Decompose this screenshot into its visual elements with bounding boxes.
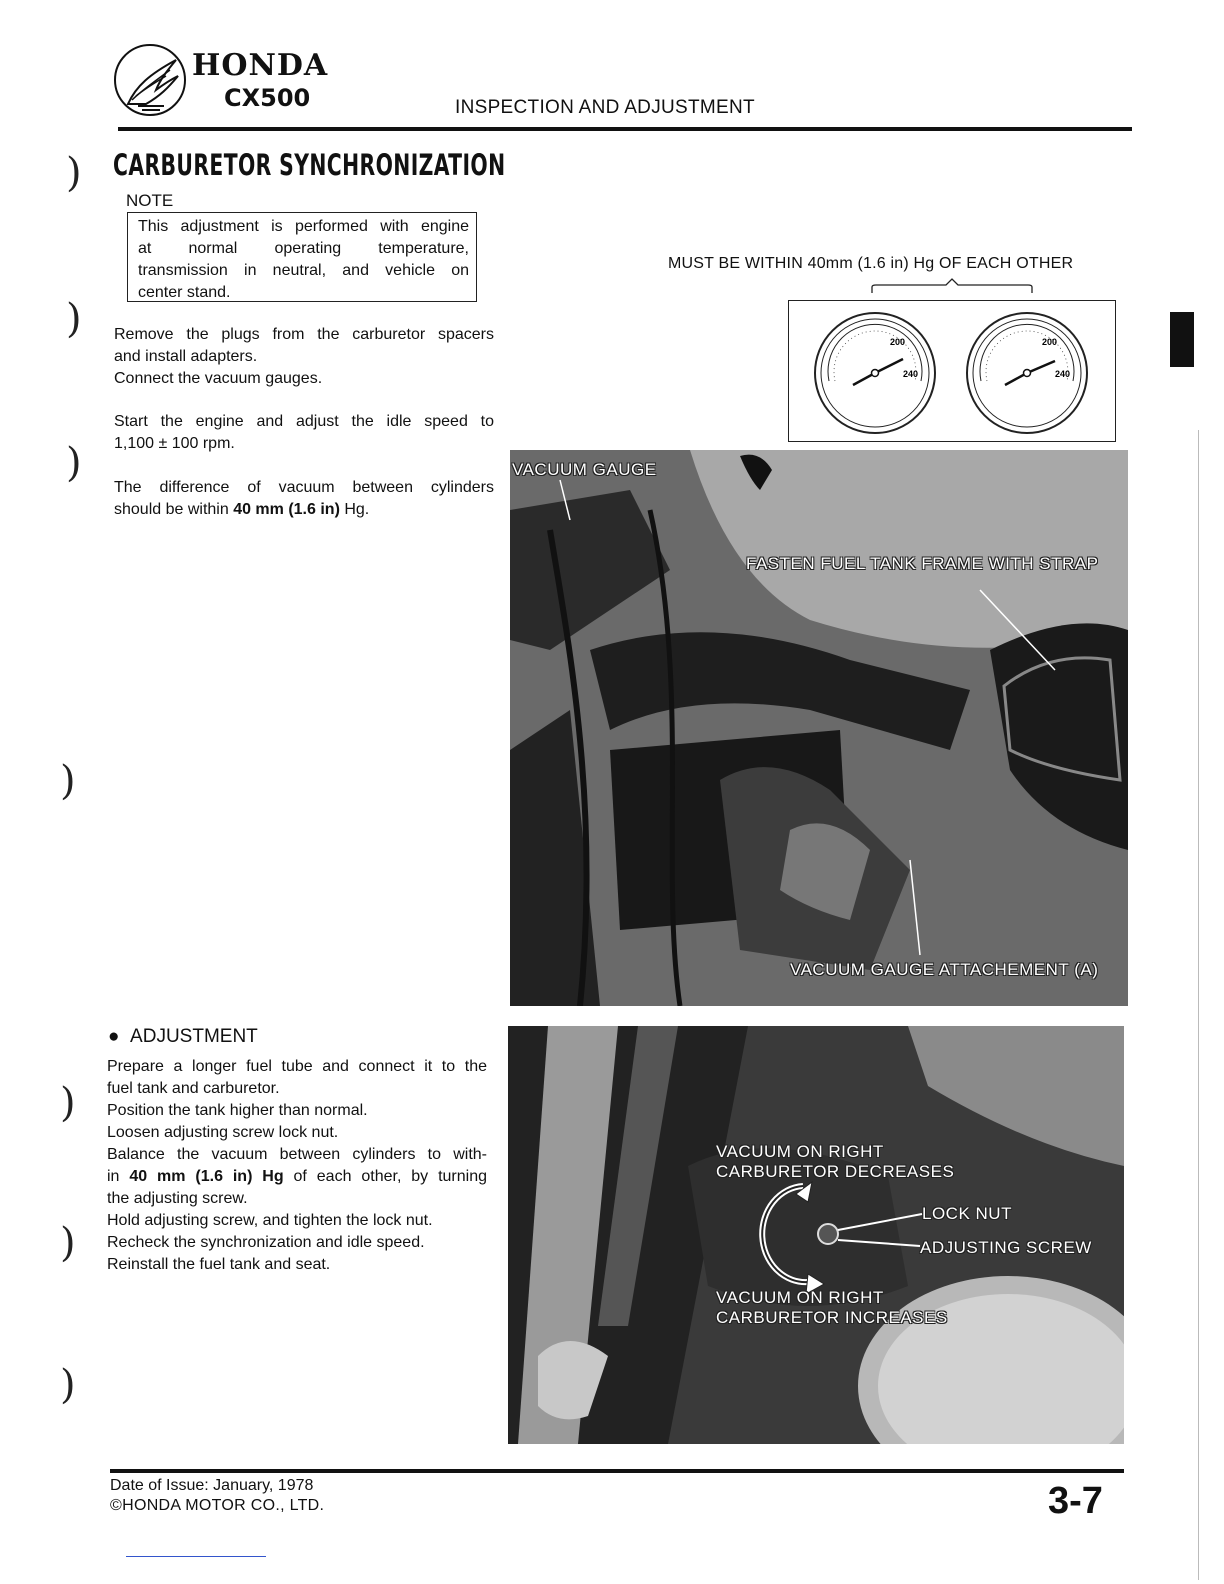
binding-mark: ) [60, 1220, 76, 1266]
text-line: Loosen adjusting screw lock nut. [107, 1124, 339, 1141]
callout-gauge-attachment: VACUUM GAUGE ATTACHEMENT (A) [790, 960, 1099, 979]
text-line: The difference of vacuum between cylinders [114, 479, 494, 496]
binding-mark: ) [60, 1080, 76, 1126]
callout-vacuum-decreases [716, 1142, 954, 1182]
adjustment-body [107, 1056, 487, 1276]
text-run: Hg. [339, 501, 370, 518]
text-line: Prepare a longer fuel tube and connect it to the [107, 1058, 487, 1075]
issue-date: Date of Issue: January, 1978 [110, 1477, 314, 1494]
dial-label: 240 [1055, 369, 1071, 379]
text-run: in [107, 1168, 130, 1185]
step-paragraph-1 [114, 324, 494, 390]
callout-line: CARBURETOR INCREASES [716, 1308, 948, 1327]
text-line [107, 1166, 487, 1188]
callout-fasten-strap: FASTEN FUEL TANK FRAME WITH STRAP [746, 554, 1099, 573]
text-line: Recheck the synchronization and idle speed. [107, 1234, 425, 1251]
dial-label: 200 [1042, 337, 1058, 347]
text-line: Balance the vacuum between cylinders to with- [107, 1146, 487, 1163]
note-line: at normal operating temperature, [138, 240, 469, 257]
binding-mark: ) [60, 1362, 76, 1408]
note-line: center stand. [138, 284, 231, 301]
adjustment-heading: ● ADJUSTMENT [108, 1026, 258, 1047]
callout-vacuum-gauge: VACUUM GAUGE [512, 460, 657, 479]
section-tab-mark [1170, 312, 1194, 367]
callout-lock-nut: LOCK NUT [922, 1204, 1012, 1223]
binding-mark: ) [60, 758, 76, 804]
callout-line: CARBURETOR DECREASES [716, 1162, 955, 1181]
header-rule [118, 127, 1132, 131]
bottom-link-underline[interactable] [126, 1556, 266, 1557]
step-paragraph-3 [114, 477, 494, 521]
honda-wing-logo [114, 44, 186, 116]
binding-mark: ) [66, 296, 82, 342]
dial-label: 240 [903, 369, 919, 379]
page-edge-line [1198, 430, 1199, 1580]
note-line: This adjustment is performed with engine [138, 218, 469, 235]
callout-line: VACUUM ON RIGHT [716, 1288, 884, 1307]
text-line: Start the engine and adjust the idle speed to [114, 413, 494, 430]
note-line: transmission in neutral, and vehicle on [138, 262, 469, 279]
text-line [114, 499, 494, 521]
page-number: 3-7 [1048, 1480, 1103, 1522]
page-heading: CARBURETOR SYNCHRONIZATION [113, 148, 506, 182]
dial-label: 200 [890, 337, 906, 347]
model-name: CX500 [224, 84, 311, 112]
note-box [127, 212, 477, 302]
text-line: the adjusting screw. [107, 1190, 248, 1207]
carburetor-photo-bottom [508, 1026, 1124, 1444]
motorcycle-photo-top [510, 450, 1128, 1006]
gauge-dial-left [815, 313, 935, 433]
text-line: 1,100 ± 100 rpm. [114, 435, 235, 452]
gauge-diagram [788, 300, 1116, 442]
text-line: and install adapters. [114, 348, 258, 365]
adjustment-heading-text: ADJUSTMENT [130, 1026, 258, 1047]
step-paragraph-2 [114, 411, 494, 455]
text-line: Connect the vacuum gauges. [114, 370, 323, 387]
text-line: Position the tank higher than normal. [107, 1102, 368, 1119]
copyright: ©HONDA MOTOR CO., LTD. [110, 1497, 325, 1514]
callout-line: VACUUM ON RIGHT [716, 1142, 884, 1161]
text-line: Reinstall the fuel tank and seat. [107, 1256, 331, 1273]
callout-vacuum-increases [716, 1288, 948, 1328]
text-run: should be within [114, 501, 234, 518]
gauge-figure-caption: MUST BE WITHIN 40mm (1.6 in) Hg OF EACH OTHER [668, 255, 1074, 272]
text-run: of each other, by turning [283, 1168, 488, 1185]
text-line: fuel tank and carburetor. [107, 1080, 280, 1097]
bold-value: 40 mm (1.6 in) [233, 501, 340, 518]
binding-mark: ) [66, 440, 82, 486]
bold-value: 40 mm (1.6 in) Hg [129, 1168, 284, 1185]
brand-name: HONDA [192, 48, 329, 83]
note-label: NOTE [126, 191, 174, 210]
section-title: INSPECTION AND ADJUSTMENT [455, 97, 755, 118]
footer-rule [110, 1469, 1124, 1473]
binding-mark: ) [66, 150, 82, 196]
gauge-dial-right [967, 313, 1087, 433]
caption-bracket [870, 278, 1034, 294]
callout-adjusting-screw: ADJUSTING SCREW [920, 1238, 1092, 1257]
text-line: Remove the plugs from the carburetor spacers [114, 326, 494, 343]
text-line: Hold adjusting screw, and tighten the lock nut. [107, 1212, 433, 1229]
